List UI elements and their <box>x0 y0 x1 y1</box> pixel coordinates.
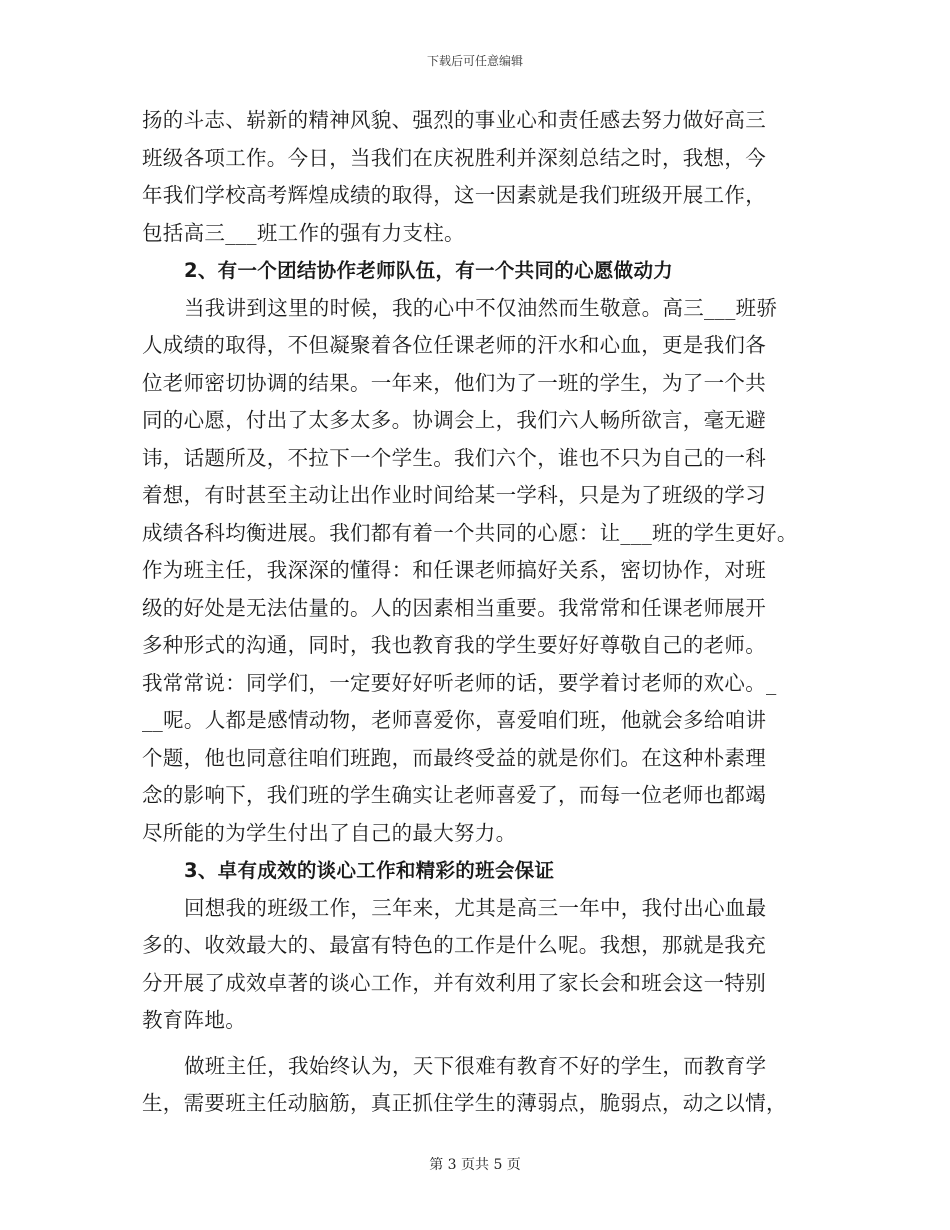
paragraph-line: 年我们学校高考辉煌成绩的取得，这一因素就是我们班级开展工作， <box>142 183 766 207</box>
paragraph-line: 尽所能的为学生付出了自己的最大努力。 <box>142 820 517 845</box>
paragraph-line: 个题，他也同意往咱们班跑，而最终受益的就是你们。在这种朴素理 <box>142 745 766 770</box>
page-footer: 第 3 页共 5 页 <box>429 1157 521 1173</box>
paragraph-line: __呢。人都是感情动物，老师喜爱你，喜爱咱们班，他就会多给咱讲 <box>142 708 767 732</box>
paragraph-line: 级的好处是无法估量的。人的因素相当重要。我常常和任课老师展开 <box>142 595 766 620</box>
paragraph-line: 着想，有时甚至主动让出作业时间给某一学科，只是为了班级的学习 <box>142 483 766 507</box>
paragraph-line: 班级各项工作。今日，当我们在庆祝胜利并深刻总结之时，我想，今 <box>142 145 766 170</box>
section-heading: 2、有一个团结协作老师队伍，有一个共同的心愿做动力 <box>184 259 674 282</box>
paragraph-line: 念的影响下，我们班的学生确实让老师喜爱了，而每一位老师也都竭 <box>142 783 766 807</box>
paragraph-line: 讳，话题所及，不拉下一个学生。我们六个，谁也不只为自己的一科 <box>142 445 766 470</box>
paragraph-line: 成绩各科均衡进展。我们都有着一个共同的心愿：让___班的学生更好。 <box>142 520 798 545</box>
paragraph-line: 扬的斗志、崭新的精神风貌、强烈的事业心和责任感去努力做好高三 <box>142 108 766 132</box>
paragraph-line: 多的、收效最大的、最富有特色的工作是什么呢。我想，那就是我充 <box>142 933 766 957</box>
paragraph-line: 位老师密切协调的结果。一年来，他们为了一班的学生，为了一个共 <box>142 370 766 395</box>
document-body <box>142 102 822 1123</box>
page-header: 下载后可任意编辑 <box>426 54 523 68</box>
paragraph-line: 教育阵地。 <box>142 1008 246 1032</box>
paragraph-line: 当我讲到这里的时候，我的心中不仅油然而生敬意。高三___班骄 <box>184 295 778 320</box>
paragraph-line: 做班主任，我始终认为，天下很难有教育不好的学生，而教育学 <box>184 1053 767 1078</box>
paragraph-line: 生，需要班主任动脑筋，真正抓住学生的薄弱点，脆弱点，动之以情， <box>142 1091 787 1115</box>
paragraph-line: 人成绩的取得，不但凝聚着各位任课老师的汗水和心血，更是我们各 <box>142 333 766 357</box>
paragraph-line: 分开展了成效卓著的谈心工作，并有效利用了家长会和班会这一特别 <box>142 970 766 995</box>
paragraph-line: 我常常说：同学们，一定要好好听老师的话，要学着讨老师的欢心。_ <box>142 670 777 695</box>
paragraph-line: 同的心愿，付出了太多太多。协调会上，我们六人畅所欲言，毫无避 <box>142 408 766 432</box>
paragraph-line: 作为班主任，我深深的懂得：和任课老师搞好关系，密切协作，对班 <box>142 558 766 582</box>
paragraph-line: 包括高三___班工作的强有力支柱。 <box>142 220 465 245</box>
paragraph-line: 回想我的班级工作，三年来，尤其是高三一年中，我付出心血最 <box>184 895 767 920</box>
section-heading: 3、卓有成效的谈心工作和精彩的班会保证 <box>184 859 555 882</box>
paragraph-line: 多种形式的沟通，同时，我也教育我的学生要好好尊敬自己的老师。 <box>142 633 766 657</box>
